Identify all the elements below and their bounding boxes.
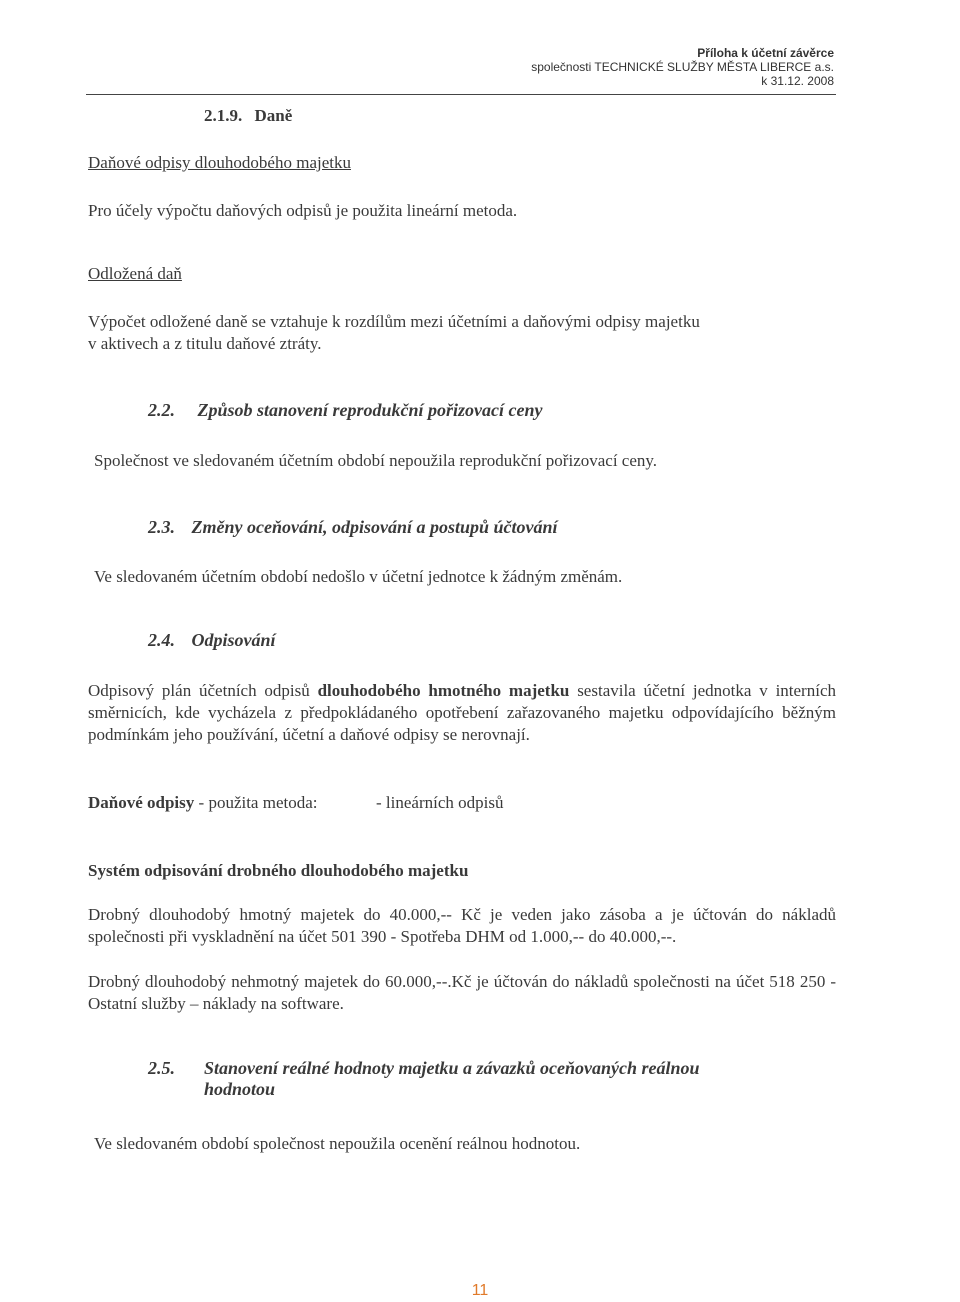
- section-2-4-heading: [148, 630, 276, 651]
- section-number: 2.4.: [148, 630, 175, 650]
- label-bold: Daňové odpisy: [88, 793, 195, 812]
- section-number: 2.1.9.: [204, 106, 243, 125]
- section-number: 2.5.: [148, 1058, 175, 1078]
- header-company: společnosti TECHNICKÉ SLUŽBY MĚSTA LIBERCE a.s.: [531, 60, 834, 74]
- section-number: 2.2.: [148, 400, 175, 420]
- section-2-5-heading: [148, 1058, 838, 1100]
- tax-depreciation-label: [88, 792, 318, 814]
- odlozena-dan-line1: Výpočet odložené daně se vztahuje k rozdílům mezi účetními a daňovými odpisy majetku: [88, 312, 700, 331]
- small-assets-paragraph-1: Drobný dlouhodobý hmotný majetek do 40.000,-- Kč je veden jako zásoba a je účtován do nákladů společnosti při vyskladnění na účet 501 390 - Spotřeba DHM od 1.000,-- do 40.000,--.: [88, 905, 836, 946]
- odlozena-dan-line2: v aktivech a z titulu daňové ztráty.: [88, 334, 322, 353]
- small-assets-paragraph-2: Drobný dlouhodobý nehmotný majetek do 60.000,--.Kč je účtován do nákladů společnosti na účet 518 250 - Ostatní služby – náklady na software.: [88, 972, 836, 1013]
- header-title: Příloha k účetní závěrce: [697, 46, 834, 60]
- section-2-2-heading: [148, 400, 543, 421]
- section-2-2-text: Společnost ve sledovaném účetním období nepoužila reprodukční pořizovací ceny.: [94, 451, 658, 470]
- section-2-5-text: Ve sledovaném období společnost nepoužila ocenění reálnou hodnotou.: [94, 1134, 581, 1153]
- section-title: Daně: [254, 106, 293, 125]
- paragraph-text: sestavila účetní jednotka v interních směrnicích, kde vycházela z předpokládaného opotřebení zařazovaného majetku odpovídajícího běžným podmínkám jeho používání, účetní a daňové odpisy se nerovnají.: [88, 681, 836, 744]
- odlozena-dan-heading: Odložená daň: [88, 264, 182, 283]
- page-number: 11: [471, 1282, 489, 1299]
- section-2-4-paragraph: [88, 680, 836, 746]
- section-2-3-text: Ve sledovaném účetním období nedošlo v účetní jednotce k žádným změnám.: [94, 567, 623, 586]
- tax-depreciation-value: - lineárních odpisů: [376, 793, 504, 812]
- danove-odpisy-text: Pro účely výpočtu daňových odpisů je použita lineární metoda.: [88, 201, 518, 220]
- label-text: - použita metoda:: [194, 793, 318, 812]
- paragraph-text: Odpisový plán účetních odpisů: [88, 681, 318, 700]
- section-2-1-9-heading: [204, 106, 292, 126]
- document-header: [531, 46, 834, 88]
- section-title-line1: Stanovení reálné hodnoty majetku a závazků oceňovaných reálnou: [204, 1058, 700, 1078]
- paragraph-emphasis: dlouhodobého hmotného majetku: [317, 681, 570, 700]
- header-date: k 31.12. 2008: [761, 74, 834, 88]
- section-title: Způsob stanovení reprodukční pořizovací ceny: [197, 400, 543, 420]
- small-assets-heading: Systém odpisování drobného dlouhodobého majetku: [88, 861, 469, 880]
- header-divider: [86, 94, 836, 95]
- section-number: 2.3.: [148, 517, 175, 537]
- section-title: Odpisování: [191, 630, 276, 650]
- section-title: Změny oceňování, odpisování a postupů účtování: [191, 517, 558, 537]
- section-title-line2: hodnotou: [204, 1079, 276, 1099]
- danove-odpisy-heading: Daňové odpisy dlouhodobého majetku: [88, 153, 351, 172]
- section-2-3-heading: [148, 517, 558, 538]
